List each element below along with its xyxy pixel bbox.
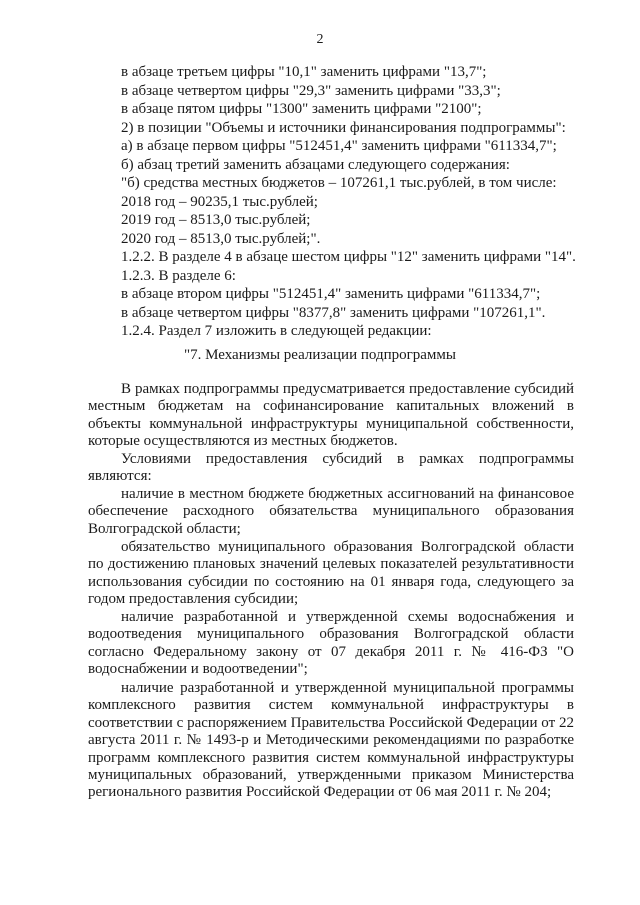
- amendment-line: в абзаце третьем цифры "10,1" заменить цифрами "13,7";: [121, 64, 487, 80]
- amendment-line: в абзаце четвертом цифры "8377,8" заменить цифрами "107261,1".: [121, 304, 546, 321]
- amendment-line: 2018 год – 90235,1 тыс.рублей;: [121, 193, 318, 210]
- body-paragraph: обязательство муниципального образования Волгоградской области по достижению плановых значений целевых показателей результативности использования субсидии по состоянию на 01 января года, следующего за годом предоставления субсидии;: [88, 539, 574, 608]
- amendment-line: в абзаце четвертом цифры "29,3" заменить цифрами "33,3";: [121, 82, 501, 99]
- amendment-line: 1.2.4. Раздел 7 изложить в следующей редакции:: [121, 323, 432, 339]
- amendment-line: в абзаце пятом цифры "1300" заменить цифрами "2100";: [121, 101, 482, 117]
- section-title: "7. Механизмы реализации подпрограммы: [184, 347, 456, 363]
- amendment-line: а) в абзаце первом цифры "512451,4" заменить цифрами "611334,7";: [121, 138, 557, 154]
- amendment-line: 2020 год – 8513,0 тыс.рублей;".: [121, 230, 321, 247]
- amendment-line: 1.2.3. В разделе 6:: [121, 267, 236, 284]
- body-paragraph: наличие разработанной и утвержденной схемы водоснабжения и водоотведения муниципального образования Волгоградской области согласно Федеральному закону от 07 декабря 2011 г. № 416-ФЗ "О водоснабжении и водоотведении";: [88, 609, 574, 678]
- amendment-line: 2) в позиции "Объемы и источники финансирования подпрограммы":: [121, 119, 566, 136]
- amendment-line: 1.2.2. В разделе 4 в абзаце шестом цифры "12" заменить цифрами "14".: [121, 249, 576, 265]
- amendment-line: б) абзац третий заменить абзацами следующего содержания:: [121, 156, 510, 173]
- amendment-line: в абзаце втором цифры "512451,4" заменить цифрами "611334,7";: [121, 286, 541, 302]
- body-paragraph: наличие разработанной и утвержденной муниципальной программы комплексного развития систем коммунальной инфраструктуры в соответствии с распоряжением Правительства Российской Федерации от 22 августа 2011 г. № 1493-р и Методическими рекомендациями по разработке программ комплексного развития систем коммунальной инфраструктуры муниципальных образований, утвержденными приказом Министерства регионального развития Российской Федерации от 06 мая 2011 г. № 204;: [88, 680, 574, 801]
- body-paragraph: В рамках подпрограммы предусматривается предоставление субсидий местным бюджетам на софинансирование капитальных вложений в объекты коммунальной инфраструктуры муниципальной собственности, которые осуществляются из местных бюджетов.: [88, 381, 574, 450]
- amendment-line: "б) средства местных бюджетов – 107261,1 тыс.рублей, в том числе:: [121, 175, 557, 191]
- body-paragraph: Условиями предоставления субсидий в рамках подпрограммы являются:: [88, 451, 574, 485]
- body-paragraph: наличие в местном бюджете бюджетных ассигнований на финансовое обеспечение расходного обязательства муниципального образования Волгоградской области;: [88, 486, 574, 537]
- amendment-line: 2019 год – 8513,0 тыс.рублей;: [121, 212, 311, 228]
- page-number: 2: [316, 32, 324, 47]
